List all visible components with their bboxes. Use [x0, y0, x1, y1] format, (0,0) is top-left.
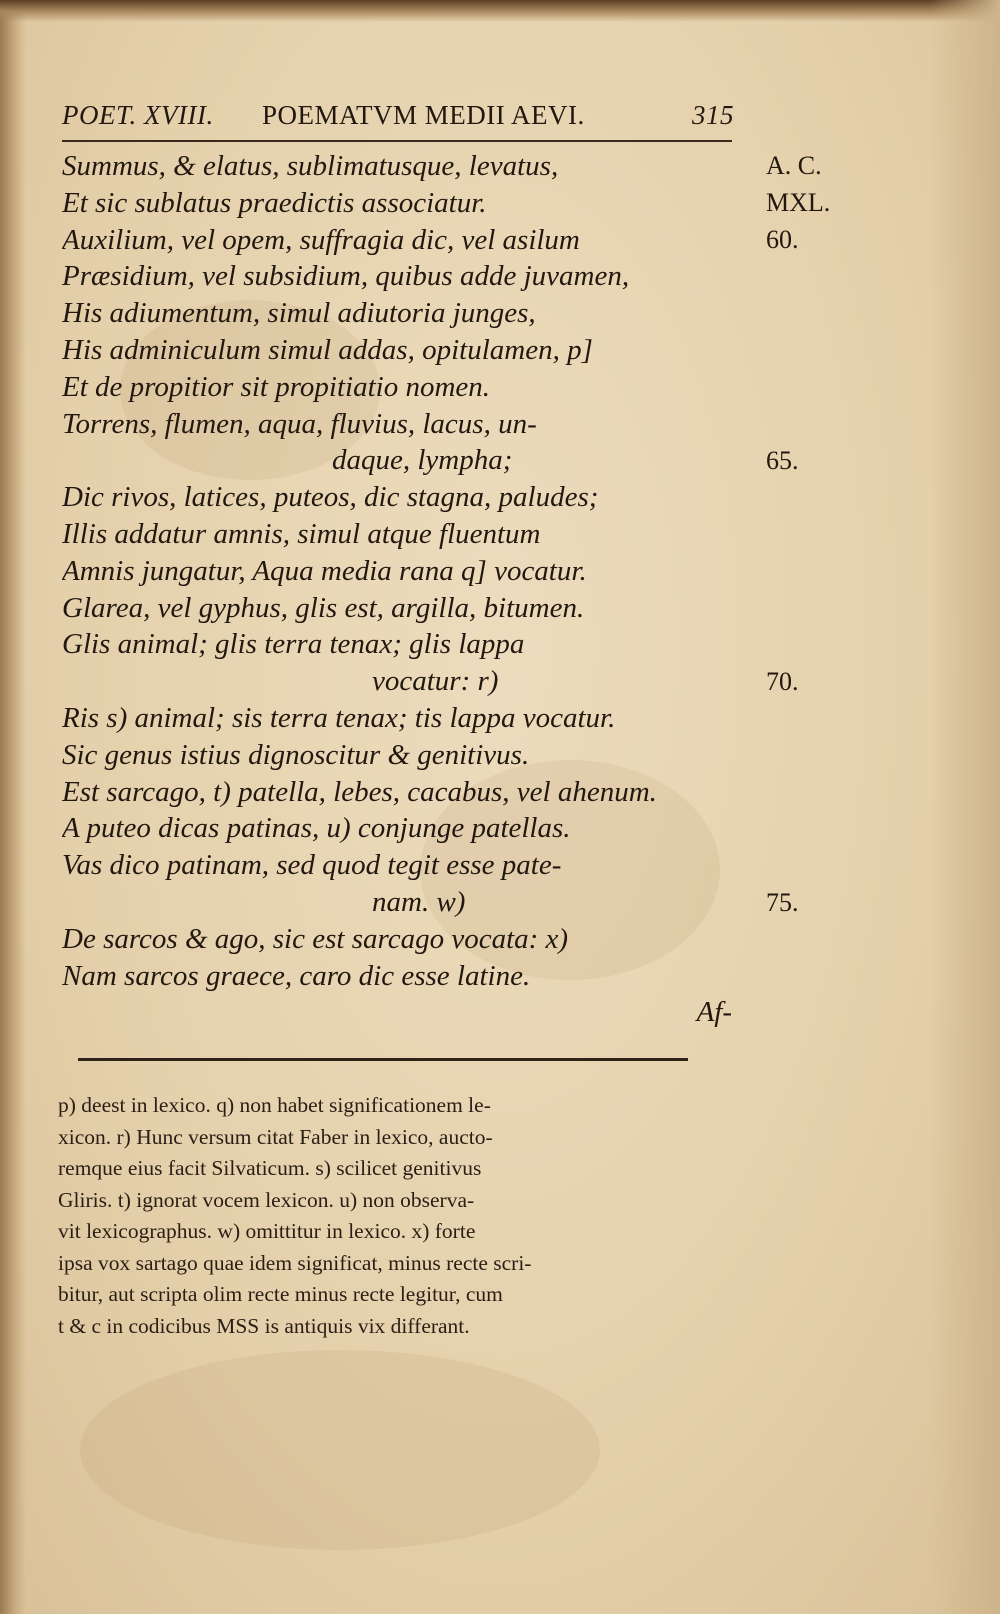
paper-stain: [80, 1350, 600, 1550]
header-rule: [62, 140, 732, 142]
header-title: POEMATVM MEDII AEVI.: [262, 100, 585, 130]
footnote-line: vit lexicographus. w) omittitur in lexico. x) forte: [58, 1219, 476, 1243]
verse-line: Amnis jungatur, Aqua media rana q] vocatur.: [62, 554, 587, 587]
footnote-line: bitur, aut scripta olim recte minus recte legitur, cum: [58, 1282, 503, 1306]
footnote-line: ipsa vox sartago quae idem significat, minus recte scri-: [58, 1250, 532, 1275]
footnote-line: Gliris. t) ignorat vocem lexicon. u) non observa-: [58, 1187, 475, 1212]
verse-line: Dic rivos, latices, puteos, dic stagna, paludes;: [62, 481, 599, 514]
margin-year: MXL.: [766, 188, 831, 217]
verse-line: Nam sarcos graece, caro dic esse latine.: [62, 959, 531, 992]
verse-line: Torrens, flumen, aqua, fluvius, lacus, un-: [62, 407, 537, 440]
verse-line: Sic genus istius dignoscitur & genitivus.: [62, 738, 530, 771]
verse-line: Vas dico patinam, sed quod tegit esse pate-: [62, 849, 562, 882]
running-header: [62, 100, 742, 140]
margin-line-number: 75.: [766, 888, 799, 917]
header-section: POET. XVIII.: [62, 100, 214, 130]
page-right-edge: [930, 0, 1000, 1614]
verse-line: Auxilium, vel opem, suffragia dic, vel asilum: [62, 223, 580, 256]
verse-line: Summus, & elatus, sublimatusque, levatus,: [62, 150, 559, 182]
verse-line: Illis addatur amnis, simul atque fluentum: [62, 517, 541, 550]
footnote-line: xicon. r) Hunc versum citat Faber in lexico, aucto-: [58, 1124, 493, 1149]
footnotes-block: [58, 1090, 744, 1342]
margin-line-number: 65.: [766, 446, 799, 475]
verse-line: Glarea, vel gyphus, glis est, argilla, bitumen.: [62, 591, 585, 624]
margin-year-label: A. C.: [766, 151, 822, 180]
footnote-rule: [78, 1058, 688, 1061]
margin-line-number: 70.: [766, 667, 799, 696]
page-number: 315: [692, 100, 734, 130]
page-left-edge: [0, 0, 26, 1614]
margin-line-number: 60.: [766, 225, 799, 254]
page-top-edge: [0, 0, 1000, 22]
verse-line: His adiumentum, simul adiutoria junges,: [62, 297, 536, 330]
catchword: Af-: [696, 996, 732, 1029]
footnote-line: t & c in codicibus MSS is antiquis vix differant.: [58, 1313, 470, 1338]
verse-line: Ris s) animal; sis terra tenax; tis lappa vocatur.: [62, 701, 616, 734]
verse-block: [62, 148, 742, 1031]
verse-line: Præsidium, vel subsidium, quibus adde juvamen,: [62, 260, 630, 293]
verse-line-continuation: daque, lympha;: [332, 444, 513, 477]
verse-line-continuation: nam. w): [372, 885, 466, 918]
footnote-line: remque eius facit Silvaticum. s) scilicet genitivus: [58, 1156, 482, 1180]
verse-line: Et de propitior sit propitiatio nomen.: [62, 370, 491, 403]
verse-line: A puteo dicas patinas, u) conjunge patellas.: [62, 812, 571, 845]
verse-line: De sarcos & ago, sic est sarcago vocata: x): [62, 922, 569, 955]
verse-line: Glis animal; glis terra tenax; glis lappa: [62, 628, 525, 661]
verse-line-continuation: vocatur: r): [372, 665, 499, 698]
footnote-line: p) deest in lexico. q) non habet significationem le-: [58, 1093, 491, 1117]
verse-line: His adminiculum simul addas, opitulamen, p]: [62, 333, 593, 366]
verse-line: Et sic sublatus praedictis associatur.: [62, 186, 487, 219]
verse-line: Est sarcago, t) patella, lebes, cacabus, vel ahenum.: [62, 775, 657, 808]
